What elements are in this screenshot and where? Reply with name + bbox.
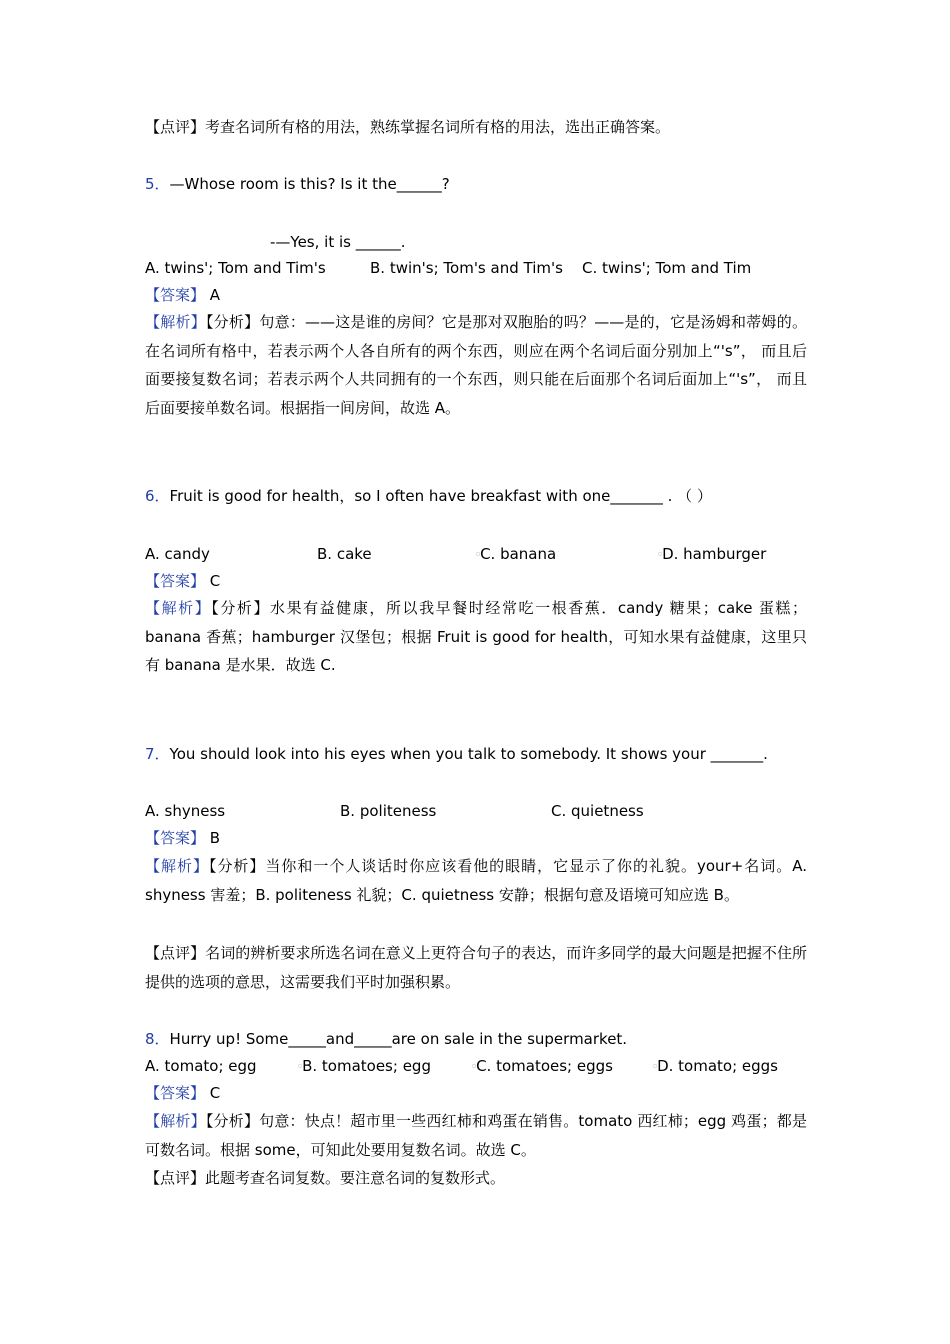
- question-7-stem: [145, 744, 768, 764]
- question-8-stem: [145, 1029, 627, 1049]
- question-text: Fruit is good for health，so I often have breakfast with one_______ . （ ）: [169, 487, 712, 505]
- anchor-mark-icon: ▫: [658, 550, 663, 558]
- question-text: You should look into his eyes when you talk to somebody. It shows your _______.: [169, 745, 768, 763]
- analysis-paragraph: [145, 1107, 807, 1164]
- answer-value: C: [209, 1084, 221, 1102]
- anchor-mark-icon: ▫: [472, 1062, 477, 1070]
- answer-line: [145, 1083, 220, 1103]
- answer-label: 【答案】: [145, 572, 206, 590]
- option-b-row: [298, 1056, 431, 1077]
- analysis-paragraph: [145, 852, 807, 909]
- option-c: C. twins'; Tom and Tim: [582, 259, 752, 277]
- question-number: 6．: [145, 487, 170, 505]
- comment-paragraph: 【点评】名词的辨析要求所选名词在意义上更符合句子的表达，而许多同学的最大问题是把握不住所提供的选项的意思，这需要我们平时加强积累。: [145, 944, 807, 991]
- answer-line: [145, 285, 220, 305]
- question-number: 5．: [145, 175, 170, 193]
- option-a: A. twins'; Tom and Tim's: [145, 259, 326, 277]
- question-number: 8．: [145, 1030, 170, 1048]
- analysis-label: 【解析】: [145, 857, 209, 875]
- question-text: —Whose room is this? Is it the______?: [169, 175, 450, 193]
- option-c: C. quietness: [551, 802, 644, 820]
- answer-label: 【答案】: [145, 829, 206, 847]
- question-5-stem-reply: -—Yes, it is ______.: [270, 233, 406, 251]
- question-6-stem: [145, 486, 712, 506]
- analysis-label: 【解析】: [145, 1112, 206, 1130]
- option-c-row: [472, 1056, 613, 1077]
- question-number: 7．: [145, 745, 170, 763]
- option-b: B. tomatoes; egg: [302, 1057, 431, 1075]
- anchor-mark-icon: ▫: [653, 1062, 658, 1070]
- analysis-paragraph: [145, 594, 807, 680]
- anchor-mark-icon: ▫: [298, 1062, 303, 1070]
- answer-label: 【答案】: [145, 286, 206, 304]
- analysis-text: 【分析】当你和一个人谈话时你应该看他的眼睛，它显示了你的礼貌。your+名词。A. shyness 害羞；B. politeness 礼貌；C. quietness 安静；根据句意及语境可知应选 B。: [145, 857, 807, 904]
- answer-label: 【答案】: [145, 1084, 206, 1102]
- analysis-text: 【分析】水果有益健康，所以我早餐时经常吃一根香蕉．candy 糖果；cake 蛋糕；banana 香蕉；hamburger 汉堡包；根据 Fruit is good for health，可知水果有益健康，这里只有 banana 是水果．故选 C.: [145, 599, 807, 674]
- answer-line: [145, 571, 220, 591]
- answer-value: C: [209, 572, 221, 590]
- option-a: A. shyness: [145, 802, 226, 820]
- top-comment: 【点评】考查名词所有格的用法，熟练掌握名词所有格的用法，选出正确答案。: [145, 118, 671, 136]
- option-b: B. twin's; Tom's and Tim's: [370, 259, 563, 277]
- anchor-mark-icon: ▫: [476, 550, 481, 558]
- option-d: D. hamburger: [662, 545, 767, 563]
- answer-value: B: [209, 829, 221, 847]
- answer-line: [145, 828, 220, 848]
- analysis-text: 【分析】句意：——这是谁的房间？它是那对双胞胎的吗？——是的，它是汤姆和蒂姆的。在名词所有格中，若表示两个人各自所有的两个东西，则应在两个名词后面分别加上“'s”， 而且后面要接复数名词；若表示两个人共同拥有的一个东西，则只能在后面那个名词后面加上“'s”， 而且后面要接单数名词。根据指一间房间，故选 A。: [145, 313, 807, 417]
- analysis-label: 【解析】: [145, 599, 212, 617]
- question-5-stem: [145, 174, 450, 194]
- option-a: A. candy: [145, 545, 210, 563]
- option-b: B. cake: [317, 545, 372, 563]
- option-d-row: [653, 1056, 778, 1077]
- analysis-text: 【分析】句意：快点！超市里一些西红柿和鸡蛋在销售。tomato 西红柿；egg 鸡蛋；都是可数名词。根据 some，可知此处要用复数名词。故选 C。: [145, 1112, 807, 1159]
- option-a: A. tomato; egg: [145, 1057, 257, 1075]
- option-c-row: [476, 544, 556, 565]
- question-text: Hurry up! Some_____and_____are on sale in the supermarket.: [169, 1030, 628, 1048]
- answer-value: A: [209, 286, 221, 304]
- option-c: C. banana: [480, 545, 557, 563]
- option-d: D. tomato; eggs: [657, 1057, 778, 1075]
- analysis-label: 【解析】: [145, 313, 206, 331]
- analysis-paragraph: [145, 308, 807, 422]
- option-c: C. tomatoes; eggs: [476, 1057, 613, 1075]
- option-d-row: [658, 544, 766, 565]
- option-b: B. politeness: [340, 802, 437, 820]
- comment-paragraph: 【点评】此题考查名词复数。要注意名词的复数形式。: [145, 1169, 506, 1187]
